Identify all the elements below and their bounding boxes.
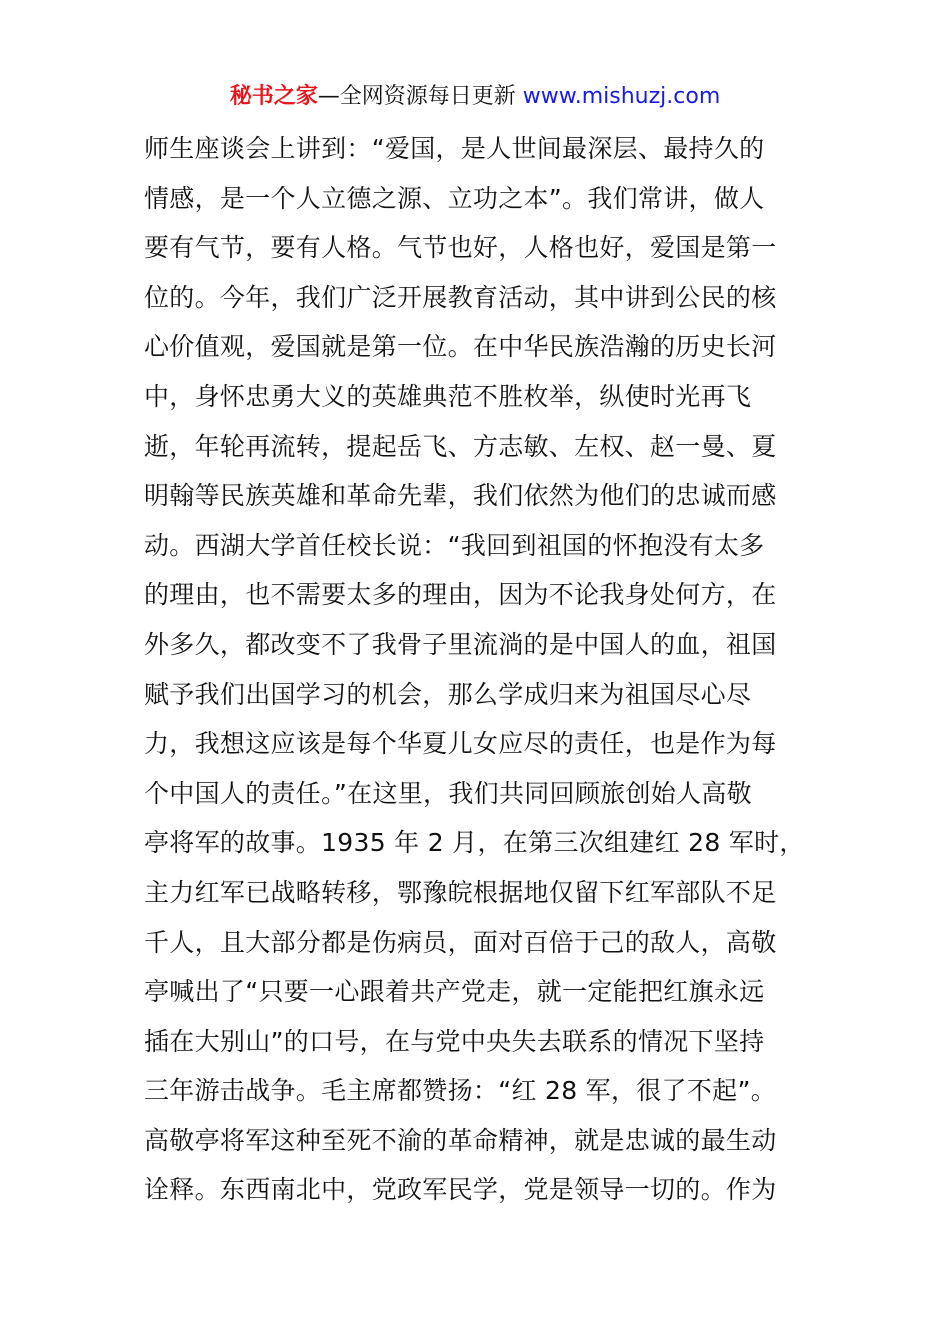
body-line: 要有气节，要有人格。气节也好，人格也好，爱国是第一	[144, 233, 777, 263]
body-line: 个中国人的责任。”在这里，我们共同回顾旅创始人高敬	[144, 778, 752, 808]
body-line: 三年游击战争。毛主席都赞扬：“红 28 军，很了不起”。	[144, 1076, 777, 1106]
body-line: 位的。今年，我们广泛开展教育活动，其中讲到公民的核	[144, 282, 777, 312]
body-line: 插在大别山”的口号，在与党中央失去联系的情况下坚持	[144, 1026, 765, 1056]
body-line: 逝，年轮再流转，提起岳飞、方志敏、左权、赵一曼、夏	[144, 431, 777, 461]
body-line: 赋予我们出国学习的机会，那么学成归来为祖国尽心尽	[144, 679, 752, 709]
document-body	[144, 124, 814, 1215]
body-line: 外多久，都改变不了我骨子里流淌的是中国人的血，祖国	[144, 629, 777, 659]
body-line: 明翰等民族英雄和革命先辈，我们依然为他们的忠诚而感	[144, 481, 777, 511]
body-line: 的理由，也不需要太多的理由，因为不论我身处何方，在	[144, 580, 777, 610]
brand-name: 秘书之家	[229, 84, 318, 109]
body-line: 亭将军的故事。1935 年 2 月，在第三次组建红 28 军时，	[144, 828, 805, 858]
body-line: 千人，且大部分都是伤病员，面对百倍于己的敌人，高敬	[144, 927, 777, 957]
body-line: 力，我想这应该是每个华夏儿女应尽的责任，也是作为每	[144, 729, 777, 759]
body-line: 师生座谈会上讲到：“爱国，是人世间最深层、最持久的	[144, 134, 765, 163]
body-line: 诠释。东西南北中，党政军民学，党是领导一切的。作为	[144, 1175, 777, 1205]
body-line: 主力红军已战略转移，鄂豫皖根据地仅留下红军部队不足	[144, 877, 777, 907]
header-tagline: —全网资源每日更新	[317, 84, 523, 109]
body-line: 亭喊出了“只要一心跟着共产党走，就一定能把红旗永远	[144, 977, 765, 1007]
body-line: 情感，是一个人立德之源、立功之本”。我们常讲，做人	[144, 183, 765, 213]
body-line: 中，身怀忠勇大义的英雄典范不胜枚举，纵使时光再飞	[144, 381, 752, 411]
body-line: 高敬亭将军这种至死不渝的革命精神，就是忠诚的最生动	[144, 1125, 777, 1155]
page-header	[0, 80, 950, 114]
website-link[interactable]: www.mishuzj.com	[522, 84, 721, 109]
body-line: 动。西湖大学首任校长说：“我回到祖国的怀抱没有太多	[144, 530, 765, 560]
body-line: 心价值观，爱国就是第一位。在中华民族浩瀚的历史长河	[144, 332, 777, 362]
